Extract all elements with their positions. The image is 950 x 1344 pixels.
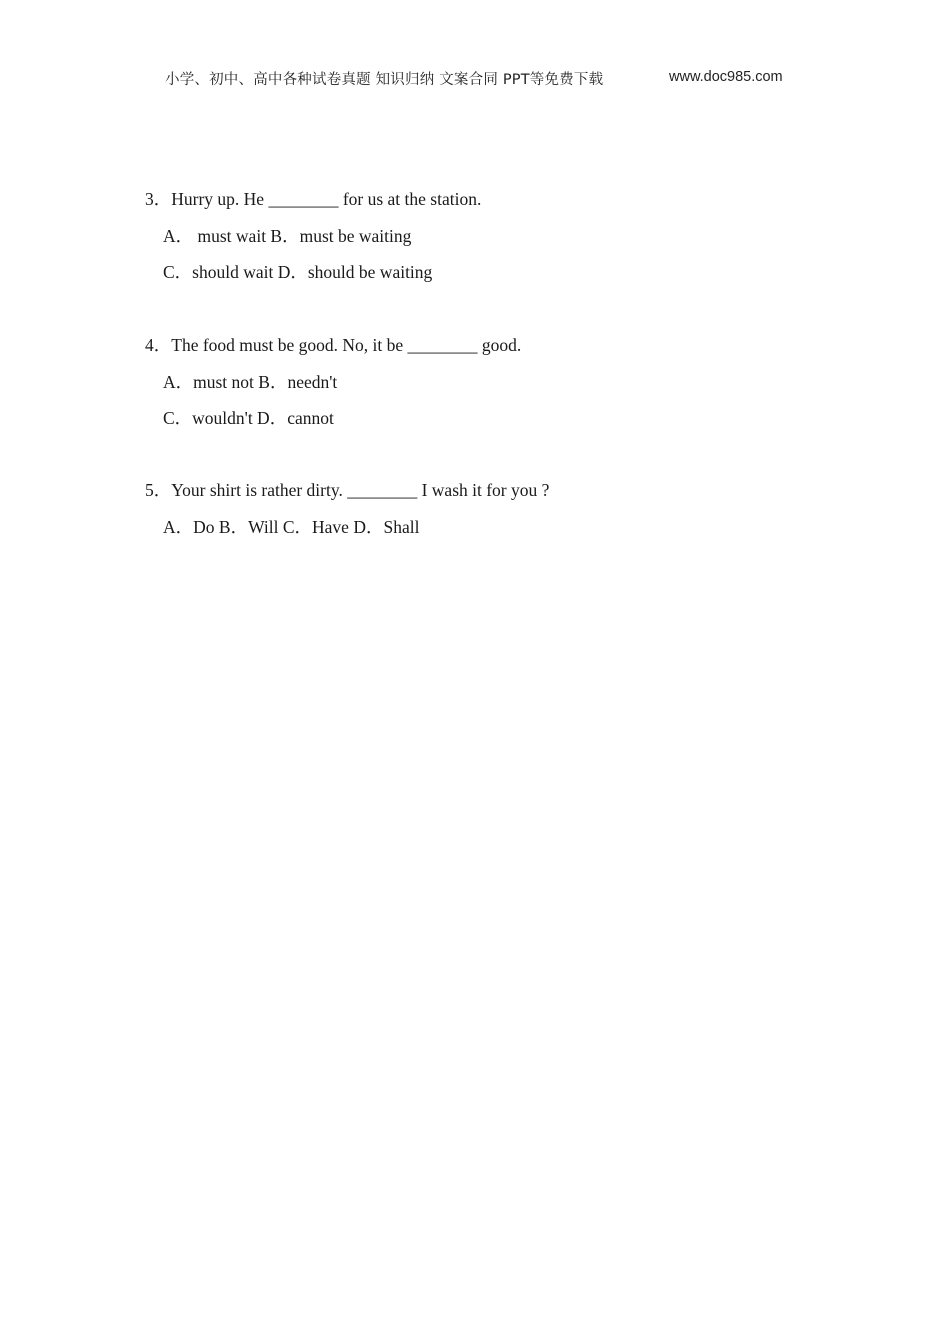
options-line: A．must not B．needn't <box>163 372 338 392</box>
question-stem: 3．Hurry up. He ________ for us at the station. <box>145 189 482 209</box>
options-line: C．should wait D．should be waiting <box>163 262 433 282</box>
options-line: C．wouldn't D．cannot <box>163 408 334 428</box>
question-stem: 4．The food must be good. No, it be ________ good. <box>145 335 522 355</box>
page-header <box>0 66 950 92</box>
header-url: www.doc985.com <box>669 69 783 85</box>
options-line: A．Do B．Will C．Have D．Shall <box>163 517 420 537</box>
options-line: A． must wait B．must be waiting <box>163 226 412 246</box>
header-text: 小学、初中、高中各种试卷真题 知识归纳 文案合同 PPT等免费下载 <box>165 72 604 88</box>
question-stem: 5．Your shirt is rather dirty. ________ I wash it for you ? <box>145 480 550 500</box>
